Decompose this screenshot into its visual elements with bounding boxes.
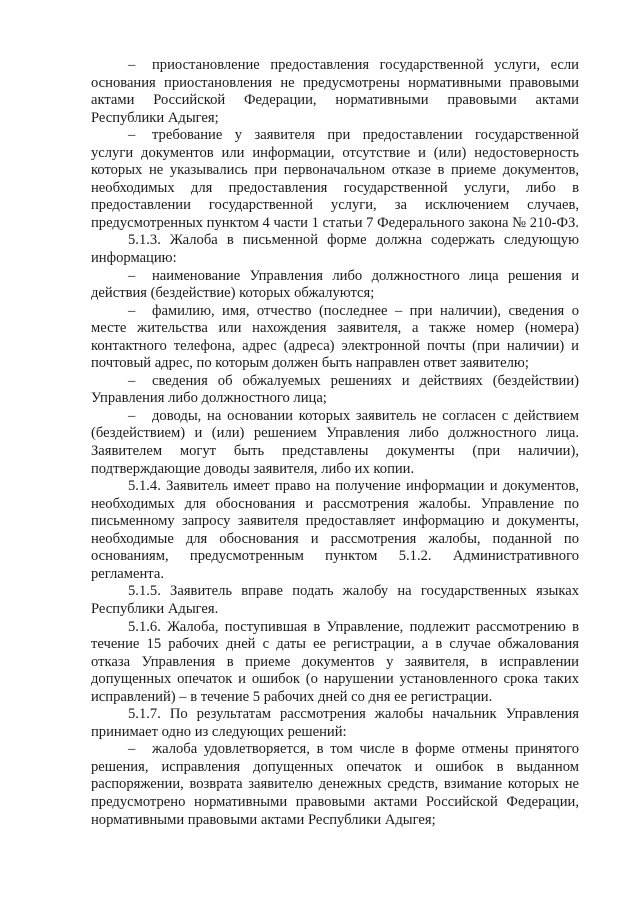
paragraph-text: 5.1.4. Заявитель имеет право на получение информации и документов, необходимых для обоснования и рассмотрения жалобы. Управление по письменному запросу заявителя предоставляет информацию и документы, необходимые для обоснования и рассмотрения жалобы, поданной по основаниям, предусмотренным пунктом 5.1.2. Административного регламента. [91, 478, 579, 582]
list-item-document-requirement [91, 127, 579, 232]
paragraph-text: требование у заявителя при предоставлении государственной услуги документов или информации, отсутствие и (или) недостоверность которых не указывались при первоначальном отказе в приеме документов, необходимых для предоставления государственной услуги, либо в предоставлении государственной услуги, за исключением случаев, предусмотренных пунктом 4 части 1 статьи 7 Федерального закона № 210-ФЗ. [91, 127, 579, 231]
paragraph-text: наименование Управления либо должностного лица решения и действия (бездействие) которых обжалуются; [91, 267, 579, 302]
list-item-name [91, 268, 579, 303]
paragraph-text: доводы, на основании которых заявитель не согласен с действием (бездействием) и (или) решением Управления либо должностного лица. Заявителем могут быть представлены документы (при наличии), подтверждающие доводы заявителя, либо их копии. [91, 407, 579, 477]
paragraph-text: приостановление предоставления государственной услуги, если основания приостановления не предусмотрены нормативными правовыми актами Российской Федерации, нормативными правовыми актами Республики Адыгея; [91, 57, 579, 126]
list-bullet: – [128, 127, 136, 144]
list-bullet: – [128, 267, 136, 284]
clause-5-1-5 [91, 583, 579, 618]
paragraph-text: 5.1.5. Заявитель вправе подать жалобу на государственных языках Республики Адыгея. [91, 583, 579, 617]
clause-5-1-6 [91, 619, 579, 707]
clause-5-1-7 [91, 706, 579, 741]
list-item-appealed-decisions [91, 373, 579, 408]
list-bullet: – [128, 407, 136, 424]
paragraph-text: 5.1.3. Жалоба в письменной форме должна содержать следующую информацию: [91, 232, 579, 267]
paragraph-text: 5.1.7. По результатам рассмотрения жалобы начальник Управления принимает одно из следующих решений: [91, 706, 579, 740]
paragraph-text: сведения об обжалуемых решениях и действиях (бездействии) Управления либо должностного лица; [91, 372, 579, 407]
list-item-suspension [91, 57, 579, 127]
clause-5-1-3 [91, 232, 579, 267]
list-bullet: – [128, 372, 136, 389]
list-item-applicant-details [91, 303, 579, 373]
clause-5-1-4 [91, 478, 579, 583]
paragraph-text: 5.1.6. Жалоба, поступившая в Управление, подлежит рассмотрению в течение 15 рабочих дней с даты ее регистрации, а в случае обжалования отказа Управления в приеме документов у заявителя, в исправлении допущенных опечаток и ошибок (о нарушении установленного срока таких исправлений) – в течение 5 рабочих дней со дня ее регистрации. [91, 618, 579, 705]
list-bullet: – [128, 57, 136, 73]
list-bullet: – [128, 741, 136, 758]
paragraph-text: фамилию, имя, отчество (последнее – при наличии), сведения о месте жительства или нахождения заявителя, а также номер (номера) контактного телефона, адрес (адреса) электронной почты (при наличии) и почтовый адрес, по которым должен быть направлен ответ заявителю; [91, 302, 579, 372]
list-item-complaint-satisfied [91, 741, 579, 829]
list-item-arguments [91, 408, 579, 478]
paragraph-text: жалоба удовлетворяется, в том числе в форме отмены принятого решения, исправления допущенных опечаток и ошибок в выданном распоряжении, возврата заявителю денежных средств, взимание которых не предусмотрено нормативными правовыми актами Российской Федерации, нормативными правовыми актами Республики Адыгея; [91, 741, 579, 828]
document-page [91, 57, 579, 829]
list-bullet: – [128, 302, 136, 319]
